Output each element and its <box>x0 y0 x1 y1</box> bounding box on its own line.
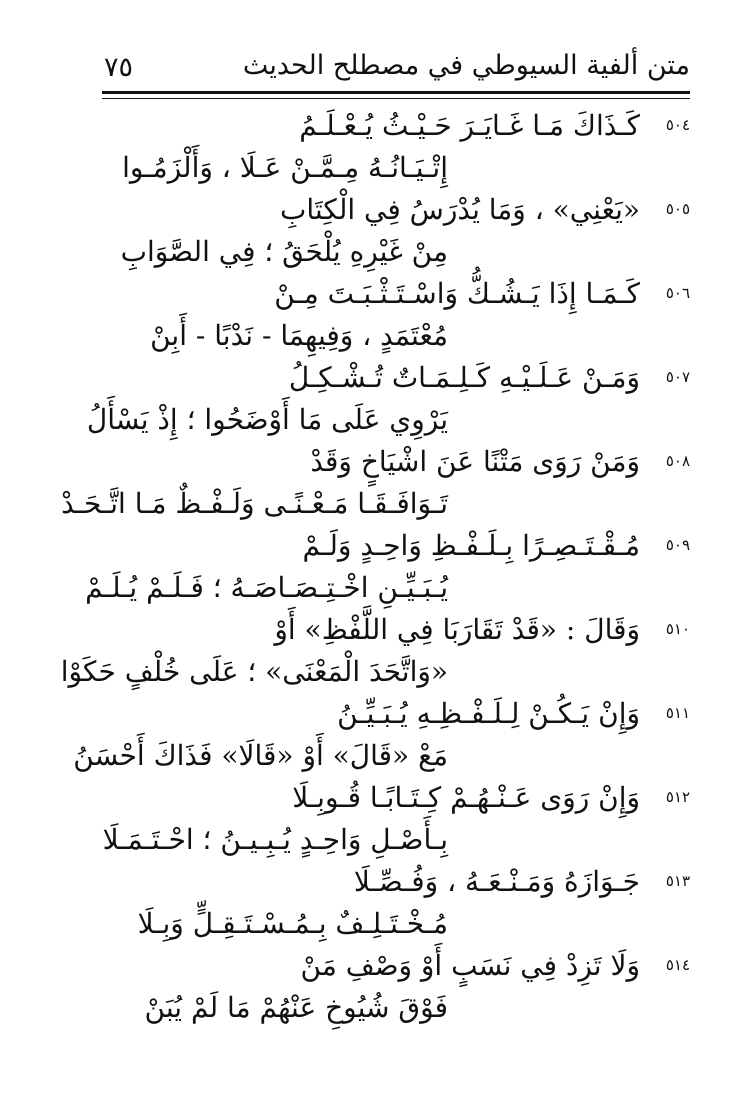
verse-number: ٥٠٦ <box>665 284 690 302</box>
verse-second-hemistich: يَرْوِي عَلَى مَا أَوْضَحُوا ؛ إِذْ يَسْأَلُ <box>86 403 448 436</box>
verse-second-hemistich: يُـبَـيِّـنِ اخْـتِـصَـاصَـهُ ؛ فَـلَـمْ يُـلَـمْ <box>85 571 448 604</box>
verse-second-hemistich: مِنْ غَيْرِهِ يُلْحَقُ ؛ فِي الصَّوَابِ <box>120 235 448 268</box>
header-rule-thick <box>102 91 690 94</box>
page-number: ٧٥ <box>104 52 134 83</box>
verse-second-hemistich: مَعْ «قَالَ» أَوْ «قَالَا» فَذَاكَ أَحْسَنُ <box>73 739 448 772</box>
verse-first-hemistich: مُـقْـتَـصِـرًا بِـلَـفْـظِ وَاحِـدٍ وَلَـمْ <box>302 529 640 562</box>
verse-first-hemistich: وَإِنْ يَـكُـنْ لِـلَـفْـظِـهِ يُـبَـيِّـنُ <box>337 697 640 730</box>
verse-number: ٥٠٧ <box>665 368 690 386</box>
verse-second-hemistich: فَوْقَ شُيُوخِ عَنْهُمْ مَا لَمْ يُبَنْ <box>144 991 448 1024</box>
verse-first-hemistich: وَإِنْ رَوَى عَـنْـهُـمْ كِـتَـابًـا قُـوبِـلَا <box>292 781 640 814</box>
verse-number: ٥٠٤ <box>665 116 690 134</box>
verse-first-hemistich: وَقَالَ : «قَدْ تَقَارَبَا فِي اللَّفْظِ» أَوْ <box>274 613 640 646</box>
verse-first-hemistich: وَمَـنْ عَـلَـيْـهِ كَـلِـمَـاتٌ تُـشْـكِـلُ <box>288 361 640 394</box>
verse-number: ٥١٤ <box>665 956 690 974</box>
verse-number: ٥١٠ <box>665 620 690 638</box>
running-title: متن ألفية السيوطي في مصطلح الحديث <box>242 50 690 81</box>
verse-first-hemistich: جَـوَازَهُ وَمَـنْـعَـهُ ، وَفُـصِّـلَا <box>353 865 640 898</box>
verse-number: ٥٠٥ <box>665 200 690 218</box>
verse-first-hemistich: كَـمَـا إِذَا يَـشُـكُّ وَاسْـتَـثْـبَـتَ مِـنْ <box>274 277 640 310</box>
verse-second-hemistich: «وَاتَّحَدَ الْمَعْنَى» ؛ عَلَى خُلْفٍ حَكَوْا <box>60 655 448 688</box>
header-rule-thin <box>102 98 690 99</box>
verse-second-hemistich: مُعْتَمَدٍ ، وَفِيهِمَا - نَدْبًا - أَبِنْ <box>150 319 448 352</box>
verse-second-hemistich: تَـوَافَـقَـا مَـعْـنًـى وَلَـفْـظٌ مَـا اتَّـحَـدْ <box>61 487 448 520</box>
verse-number: ٥٠٩ <box>665 536 690 554</box>
page-header <box>104 50 690 90</box>
verse-second-hemistich: بِـأَصْـلِ وَاحِـدٍ يُـبِـيـنُ ؛ احْـتَـمَـلَا <box>102 823 448 856</box>
verse-first-hemistich: كَـذَاكَ مَـا غَـايَـرَ حَـيْـثُ يُـعْـلَـمُ <box>299 109 640 142</box>
verse-first-hemistich: وَلَا تَزِدْ فِي نَسَبٍ أَوْ وَصْفِ مَنْ <box>300 949 640 982</box>
verse-number: ٥١٣ <box>665 872 690 890</box>
verse-first-hemistich: «يَعْنِي» ، وَمَا يُدْرَسُ فِي الْكِتَابِ <box>280 193 640 226</box>
verse-second-hemistich: إِتْـيَـانُـهُ مِـمَّـنْ عَـلَا ، وَأَلْزَمُـوا <box>122 151 448 184</box>
verse-number: ٥١١ <box>665 704 690 722</box>
verse-number: ٥٠٨ <box>665 452 690 470</box>
verse-number: ٥١٢ <box>665 788 690 806</box>
verse-first-hemistich: وَمَنْ رَوَى مَتْنًا عَنَ اشْيَاخٍ وَقَدْ <box>310 445 640 478</box>
verse-second-hemistich: مُـخْـتَـلِـفٌ بِـمُـسْـتَـقِـلٍّ وَبِـلَا <box>137 907 448 940</box>
